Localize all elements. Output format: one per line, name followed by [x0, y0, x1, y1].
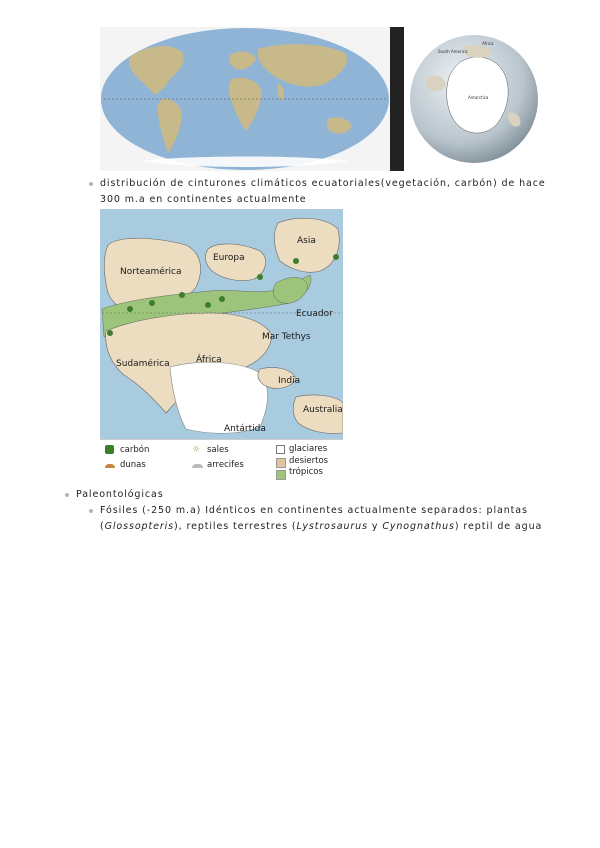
climate-belts-text-line2: 300 m.a en continentes actualmente	[100, 194, 307, 205]
map-label-asia: Asia	[297, 236, 316, 246]
glossopteris-name: Glossopteris	[104, 521, 175, 532]
reef-icon	[192, 464, 203, 468]
map-label-europa: Europa	[213, 253, 245, 263]
conjunction-y: y	[367, 521, 383, 532]
pangea-climate-map	[100, 209, 343, 481]
map-label-australia: Australia	[303, 405, 343, 415]
map-legend	[100, 439, 343, 481]
image-divider-bar	[390, 27, 404, 171]
globe-image	[404, 27, 548, 171]
legend-arrecifes: arrecifes	[207, 460, 244, 470]
map-label-mar-tethys: Mar Tethys	[262, 332, 311, 342]
climate-belts-text-line1: distribución de cinturones climáticos ecuatoriales(vegetación, carbón) de hace	[100, 178, 546, 189]
map-label-sudamerica: Sudamérica	[116, 359, 170, 369]
glacier-swatch	[276, 445, 285, 454]
reptile-water-text: ) reptil de agua	[454, 521, 543, 532]
legend-carbon: carbón	[120, 445, 150, 455]
map-label-africa: África	[196, 355, 222, 365]
cynognathus-name: Cynognathus	[382, 521, 455, 532]
map-label-antartida: Antártida	[224, 424, 266, 434]
fossils-text-line2	[100, 521, 542, 533]
svg-text:Antarctica: Antarctica	[468, 95, 489, 100]
salt-icon: ☼	[192, 445, 201, 455]
svg-text:Africa: Africa	[482, 41, 494, 46]
legend-sales: sales	[207, 445, 229, 455]
reptiles-text: ), reptiles terrestres (	[174, 521, 297, 532]
legend-tropicos: trópicos	[289, 467, 323, 477]
bullet-dot	[65, 493, 69, 497]
section-paleontologicas: Paleontológicas	[76, 489, 164, 500]
fossils-text-line1: Fósiles (-250 m.a) Idénticos en continentes actualmente separados: plantas	[100, 505, 528, 516]
legend-desiertos: desiertos	[289, 456, 329, 466]
bullet-dot	[89, 182, 93, 186]
palm-icon	[105, 445, 114, 454]
paren-open: (	[100, 521, 105, 532]
dune-icon	[105, 464, 115, 468]
legend-glaciares: glaciares	[289, 444, 328, 454]
desert-swatch	[276, 458, 286, 468]
legend-dunas: dunas	[120, 460, 146, 470]
map-label-norteamerica: Norteamérica	[120, 267, 182, 277]
bullet-dot	[89, 509, 93, 513]
tropics-swatch	[276, 470, 286, 480]
map-label-ecuador: Ecuador	[296, 309, 333, 319]
lystrosaurus-name: Lystrosaurus	[296, 521, 368, 532]
svg-text:South America: South America	[438, 49, 468, 54]
map-label-india: India	[278, 376, 301, 386]
world-map-image	[100, 27, 390, 171]
